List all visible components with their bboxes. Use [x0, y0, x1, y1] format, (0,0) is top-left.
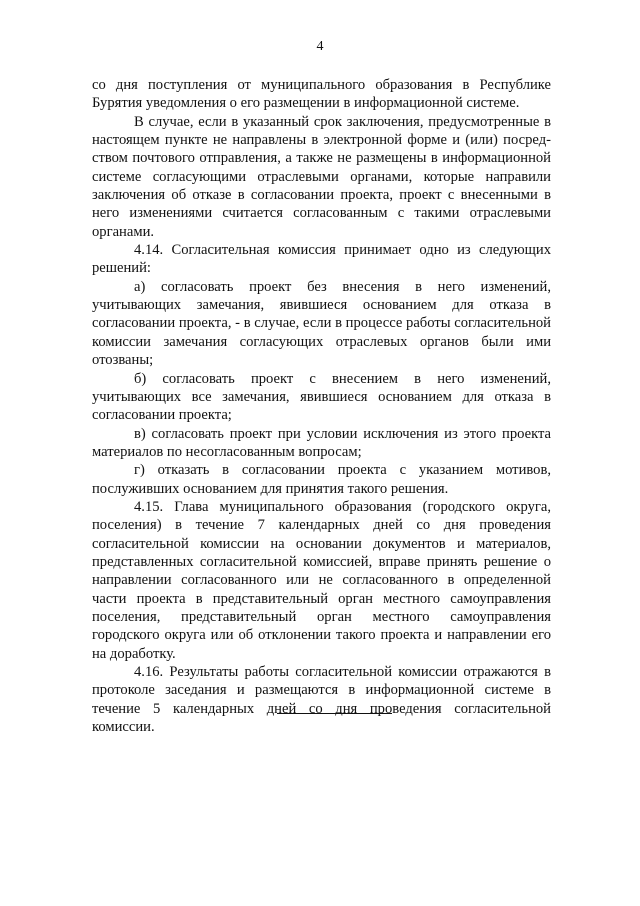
list-item-g: г) отказать в согласовании проекта с указанием мотивов, послуживших основанием для принятия такого решения.: [92, 462, 551, 497]
list-item-a: а) согласовать проект без внесения в него изменений, учитывающих замечания, явившиеся основанием для отказа в согласовании проекта, - в случае, если в процессе работы согласительной комиссии замечания согласующих отраслевых органов были ими отозваны;: [92, 278, 551, 369]
list-item-v: в) согласовать проект при условии исключения из этого проекта материалов по несогласованным вопросам;: [92, 425, 551, 460]
paragraph-4-14: 4.14. Согласительная комиссия принимает одно из следующих решений:: [92, 242, 551, 277]
paragraph-4-15: 4.15. Глава муниципального образования (городского округа, поселения) в течение 7 календарных дней со дня проведения согласительной комиссии на основании документов и материалов, представленных согласительной комиссией, вправе принять решение о направлении согласованного или не согласованного в определенной части проекта в представительный орган местного самоуправления поселения, представительный орган местного самоуправления городского округа или об отклонении такого проекта и направлении его на доработку.: [92, 498, 551, 662]
paragraph-4-16: 4.16. Результаты работы согласительной комиссии отражаются в протоколе заседания и размещаются в информационной системе в течение 5 календарных дней со дня проведения согласительной комиссии.: [92, 664, 551, 736]
page-number: 4: [316, 39, 324, 54]
document-body: [92, 76, 551, 736]
list-item-b: б) согласовать проект с внесением в него изменений, учитывающих все замечания, явившиеся основанием для отказа в согласовании проекта;: [92, 370, 551, 424]
end-separator-line: [277, 713, 392, 714]
paragraph-continuation: со дня поступления от муниципального образования в Республике Бурятия уведомления о его размещении в информационной системе.: [92, 77, 551, 112]
paragraph-deadline-case: В случае, если в указанный срок заключения, предусмотренные в настоящем пункте не направлены в электронной форме и (или) посредством почтового отправления, а также не размещены в информационной системе согласующими отраслевыми органами, которые направили заключения об отказе в согласовании проекта, проект с внесенными в него изменениями считается согласованным с такими отраслевыми органами.: [92, 113, 551, 240]
